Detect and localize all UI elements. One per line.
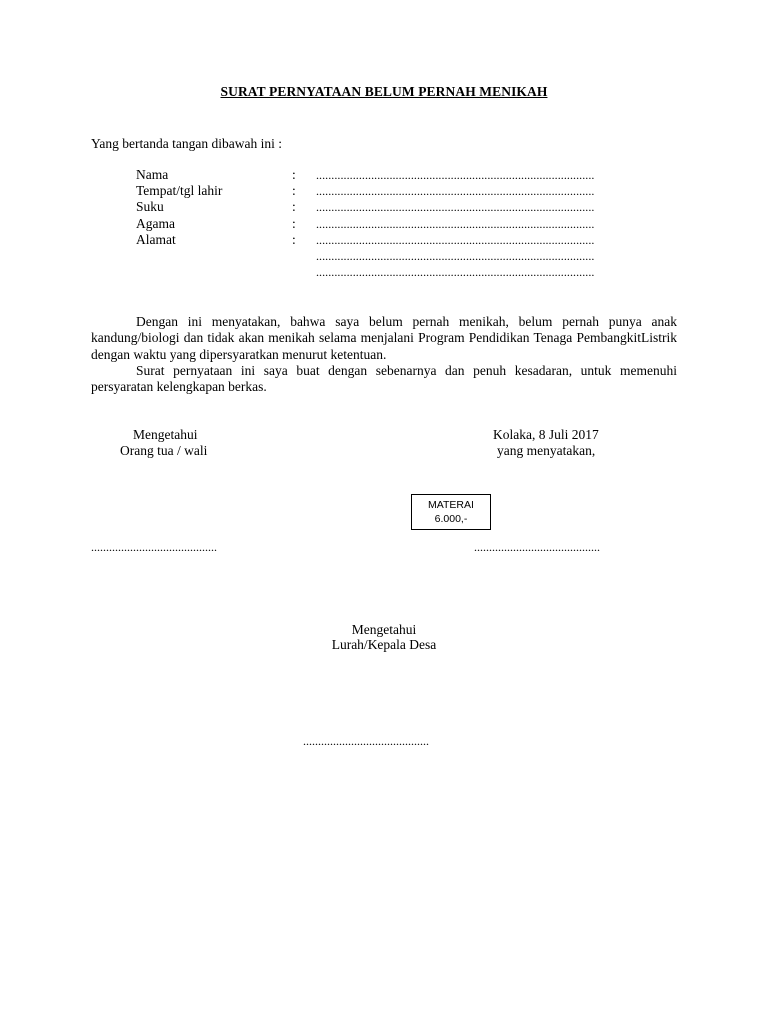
field-label: Nama [136, 167, 169, 182]
field-colon: : [292, 199, 296, 215]
statement-paragraph: Surat pernyataan ini saya buat dengan sebenarnya dan penuh kesadaran, untuk memenuhi persyaratan kelengkapan berkas. [91, 362, 677, 395]
field-dots: ........................................................................................... [316, 184, 595, 199]
intro-text: Yang bertanda tangan dibawah ini : [91, 136, 282, 151]
stamp-duty-label: MATERAI [428, 499, 474, 511]
field-label: Alamat [136, 231, 176, 247]
field-dots: ........................................................................................... [316, 265, 595, 280]
statement-paragraph: Dengan ini menyatakan, bahwa saya belum pernah menikah, belum pernah punya anak kandung/biologi dan tidak akan menikah selama menjalani Program Pendidikan Tenaga PembangkitListrik dengan waktu yang dipersyaratkan menurut ketentuan. [91, 314, 677, 362]
declarant-signature-line: .......................................... [474, 540, 600, 554]
statement-body [91, 314, 677, 395]
field-label: Tempat/tgl lahir [136, 183, 223, 199]
field-dots: ........................................................................................... [316, 168, 595, 182]
field-dots: ........................................................................................... [316, 216, 595, 231]
field-colon: : [292, 183, 296, 199]
field-colon: : [292, 231, 296, 247]
village-head-signature-line: .......................................... [303, 734, 429, 748]
field-dots: ........................................................................................... [316, 232, 595, 247]
stamp-duty-value: 6.000,- [434, 513, 468, 525]
field-colon: : [292, 167, 296, 182]
village-head-label: Lurah/Kepala Desa [331, 637, 437, 652]
field-dots: ........................................................................................... [316, 200, 595, 215]
field-colon: : [292, 215, 296, 231]
parent-role-label: Orang tua / wali [120, 443, 208, 458]
document-title: SURAT PERNYATAAN BELUM PERNAH MENIKAH [220, 84, 548, 99]
field-label: Suku [136, 199, 164, 215]
place-date: Kolaka, 8 Juli 2017 [493, 427, 599, 442]
stamp-duty-box [411, 494, 491, 530]
parent-signature-line: .......................................... [91, 540, 217, 554]
field-label: Agama [136, 215, 175, 231]
parent-acknowledge-label: Mengetahui [133, 427, 198, 442]
village-acknowledge-label: Mengetahui [351, 622, 417, 637]
declarant-label: yang menyatakan, [497, 443, 596, 458]
field-dots: ........................................................................................... [316, 248, 595, 263]
